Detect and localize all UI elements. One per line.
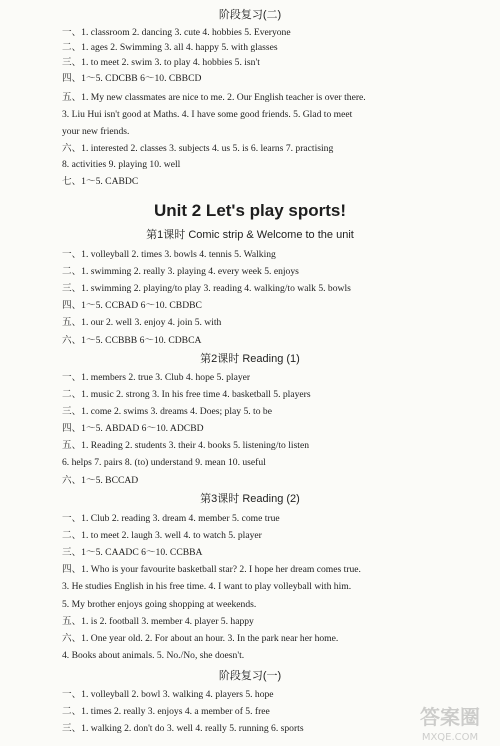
answer-line: 四、1～5. ABDAD 6～10. ADCBD [62, 423, 204, 434]
answer-line: 二、1. ages 2. Swimming 3. all 4. happy 5. with glasses [62, 42, 278, 53]
answer-line: 四、1～5. CDCBB 6～10. CBBCD [62, 73, 202, 84]
answer-line: 三、1. to meet 2. swim 3. to play 4. hobbies 5. isn't [62, 57, 260, 68]
lesson-2-heading: 第2课时 Reading (1) [200, 353, 300, 365]
answer-line: 8. activities 9. playing 10. well [62, 159, 181, 170]
answer-line: 6. helps 7. pairs 8. (to) understand 9. mean 10. useful [62, 457, 266, 468]
answer-line: your new friends. [62, 126, 130, 137]
lesson-1-heading: 第1课时 Comic strip & Welcome to the unit [146, 229, 354, 241]
answer-line: 四、1. Who is your favourite basketball star? 2. I hope her dream comes true. [62, 564, 361, 575]
answer-line: 三、1. swimming 2. playing/to play 3. reading 4. walking/to walk 5. bowls [62, 283, 351, 294]
answer-line: 5. My brother enjoys going shopping at weekends. [62, 599, 257, 610]
watermark-text: 答案圈 [420, 705, 480, 729]
answer-line: 3. Liu Hui isn't good at Maths. 4. I have some good friends. 5. Glad to meet [62, 109, 353, 120]
answer-line: 二、1. times 2. really 3. enjoys 4. a member of 5. free [62, 706, 270, 717]
review-heading-2: 阶段复习(二) [218, 9, 282, 21]
answer-line: 一、1. volleyball 2. times 3. bowls 4. tennis 5. Walking [62, 249, 276, 260]
answer-line: 一、1. classroom 2. dancing 3. cute 4. hobbies 5. Everyone [62, 27, 291, 38]
answer-line: 三、1～5. CAADC 6～10. CCBBA [62, 547, 203, 558]
answer-line: 五、1. Reading 2. students 3. their 4. books 5. listening/to listen [62, 440, 310, 451]
answer-line: 六、1. interested 2. classes 3. subjects 4. us 5. is 6. learns 7. practising [62, 143, 334, 154]
answer-line: 四、1～5. CCBAD 6～10. CBDBC [62, 300, 202, 311]
answer-line: 3. He studies English in his free time. 4. I want to play volleyball with him. [62, 581, 352, 592]
watermark-logo [404, 700, 496, 744]
answer-line: 二、1. to meet 2. laugh 3. well 4. to watch 5. player [62, 530, 262, 541]
answer-line: 五、1. our 2. well 3. enjoy 4. join 5. with [62, 317, 222, 328]
answer-line: 二、1. music 2. strong 3. In his free time 4. basketball 5. players [62, 389, 311, 400]
watermark-url: MXQE.COM [421, 732, 479, 743]
answer-line: 六、1. One year old. 2. For about an hour. 3. In the park near her home. [62, 633, 339, 644]
answer-line: 4. Books about animals. 5. No./No, she doesn't. [62, 650, 245, 661]
lesson-3-heading: 第3课时 Reading (2) [200, 493, 300, 505]
answer-line: 三、1. come 2. swims 3. dreams 4. Does; play 5. to be [62, 406, 272, 417]
answer-line: 二、1. swimming 2. really 3. playing 4. every week 5. enjoys [62, 266, 299, 277]
answer-line: 一、1. members 2. true 3. Club 4. hope 5. player [62, 372, 251, 383]
answer-line: 六、1～5. CCBBB 6～10. CDBCA [62, 335, 202, 346]
review-heading-1: 阶段复习(一) [218, 670, 282, 682]
unit-title: Unit 2 Let's play sports! [153, 201, 347, 220]
answer-line: 一、1. Club 2. reading 3. dream 4. member 5. come true [62, 513, 280, 524]
answer-line: 三、1. walking 2. don't do 3. well 4. really 5. running 6. sports [62, 723, 304, 734]
answer-line: 五、1. My new classmates are nice to me. 2. Our English teacher is over there. [62, 92, 366, 103]
answer-line: 五、1. is 2. football 3. member 4. player 5. happy [62, 616, 254, 627]
answer-line: 七、1～5. CABDC [62, 176, 139, 187]
answer-line: 六、1～5. BCCAD [62, 475, 139, 486]
answer-line: 一、1. volleyball 2. bowl 3. walking 4. players 5. hope [62, 689, 274, 700]
